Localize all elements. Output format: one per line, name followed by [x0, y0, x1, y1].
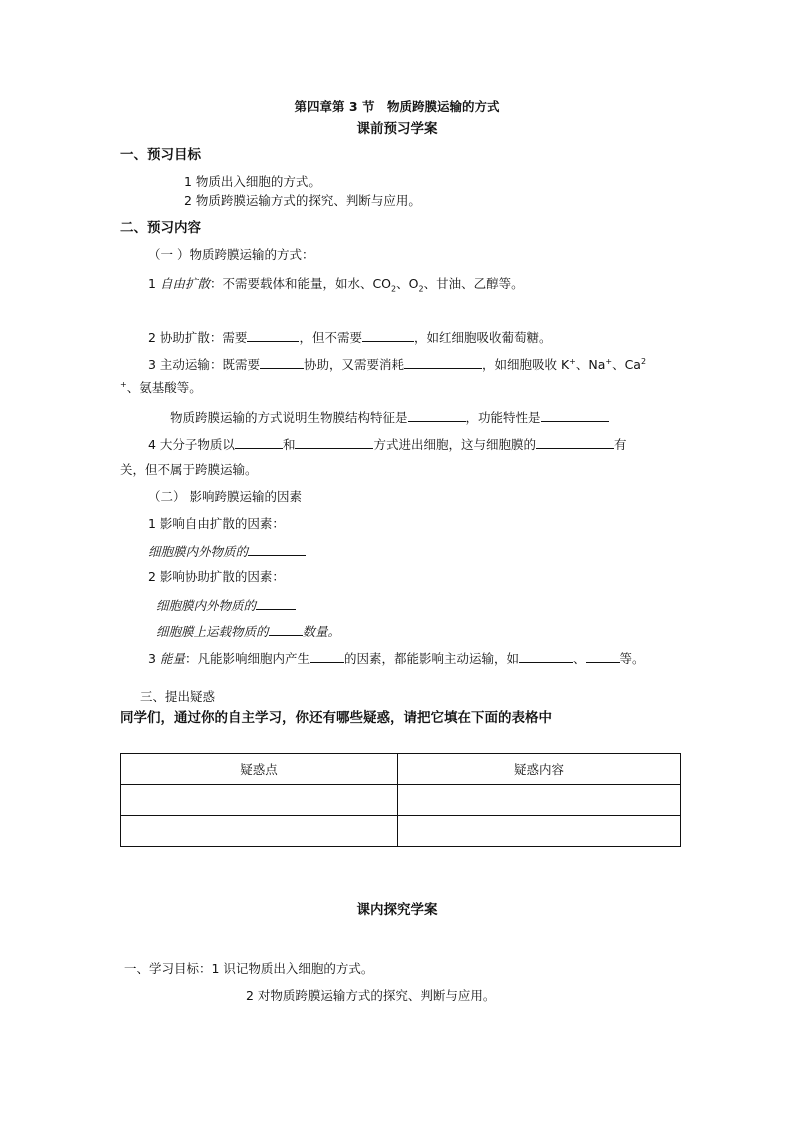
blank-field: [536, 435, 614, 449]
membrane-feature-line: 物质跨膜运输的方式说明生物膜结构特征是 ，功能特性是: [170, 408, 609, 426]
active-transport-line-cont: +、氨基酸等。: [120, 379, 202, 395]
factor-facilitated-diffusion: 2 影响协助扩散的因素：: [148, 569, 285, 584]
facilitated-diffusion-line: 2 协助扩散：需要 ，但不需要 ，如红细胞吸收葡萄糖。: [148, 330, 552, 345]
goal-item-2: 2 物质跨膜运输方式的探究、判断与应用。: [184, 193, 421, 208]
subheading-factors: （二） 影响跨膜运输的因素: [148, 489, 302, 504]
table-header-row: [121, 754, 681, 785]
heading-preview-goals: 一、预习目标: [120, 147, 201, 163]
free-diffusion-line: 1 自由扩散：不需要载体和能量，如水、$CO_2$、$O_2$、甘油、乙醇等。: [148, 276, 524, 294]
subheading-transport-modes: （一 ）物质跨膜运输的方式：: [148, 247, 315, 262]
table-header-cell: 疑惑点: [121, 754, 398, 785]
blank-field: [248, 542, 306, 556]
chapter-title: 第四章第 3 节 物质跨膜运输的方式: [294, 99, 500, 114]
section-title-inclass: 课内探究学案: [356, 902, 438, 918]
section-title-preview: 课前预习学案: [356, 121, 438, 137]
goal-item-1: 1 物质出入细胞的方式。: [184, 174, 321, 189]
blank-field: [269, 622, 303, 636]
table-header-cell: 疑惑内容: [398, 754, 681, 785]
learning-goal-line-2: 2 对物质跨膜运输方式的探究、判断与应用。: [246, 988, 496, 1003]
questions-table: [120, 753, 681, 847]
learning-goal-line-1: 一、学习目标：1 识记物质出入细胞的方式。: [124, 961, 374, 976]
blank-field: [362, 328, 414, 342]
factor-energy-line: 3 能量：凡能影响细胞内产生 的因素，都能影响主动运输，如 、 等。: [148, 651, 645, 666]
blank-field: [408, 408, 466, 422]
blank-field: [235, 435, 283, 449]
heading-questions: 三、提出疑惑: [140, 689, 216, 704]
blank-field: [247, 328, 299, 342]
blank-field: [260, 355, 304, 369]
table-cell[interactable]: [121, 785, 398, 816]
macromolecule-line: 4 大分子物质以 和 方式进出细胞，这与细胞膜的 有: [148, 437, 627, 452]
blank-field: [295, 435, 373, 449]
table-cell[interactable]: [398, 816, 681, 847]
factor-free-diffusion: 1 影响自由扩散的因素：: [148, 516, 285, 531]
macromolecule-line-cont: 关，但不属于跨膜运输。: [120, 462, 258, 477]
blank-field: [404, 355, 482, 369]
blank-field: [541, 408, 609, 422]
factor-facilitated-item-1: 细胞膜内外物质的: [156, 596, 296, 614]
table-row: [121, 785, 681, 816]
factor-facilitated-item-2: 细胞膜上运载物质的 数量。: [156, 624, 341, 639]
table-row: [121, 816, 681, 847]
blank-field: [310, 649, 344, 663]
heading-preview-content: 二、预习内容: [120, 220, 201, 236]
factor-free-diffusion-item: 细胞膜内外物质的: [148, 542, 306, 560]
table-cell[interactable]: [398, 785, 681, 816]
table-cell[interactable]: [121, 816, 398, 847]
blank-field: [256, 596, 296, 610]
blank-field: [586, 649, 620, 663]
blank-field: [519, 649, 573, 663]
questions-prompt: 同学们，通过你的自主学习，你还有哪些疑惑，请把它填在下面的表格中: [120, 710, 552, 726]
active-transport-line: 3 主动运输：既需要 协助，又需要消耗 ，如细胞吸收 K+、Na+、Ca$^2$: [148, 356, 647, 372]
